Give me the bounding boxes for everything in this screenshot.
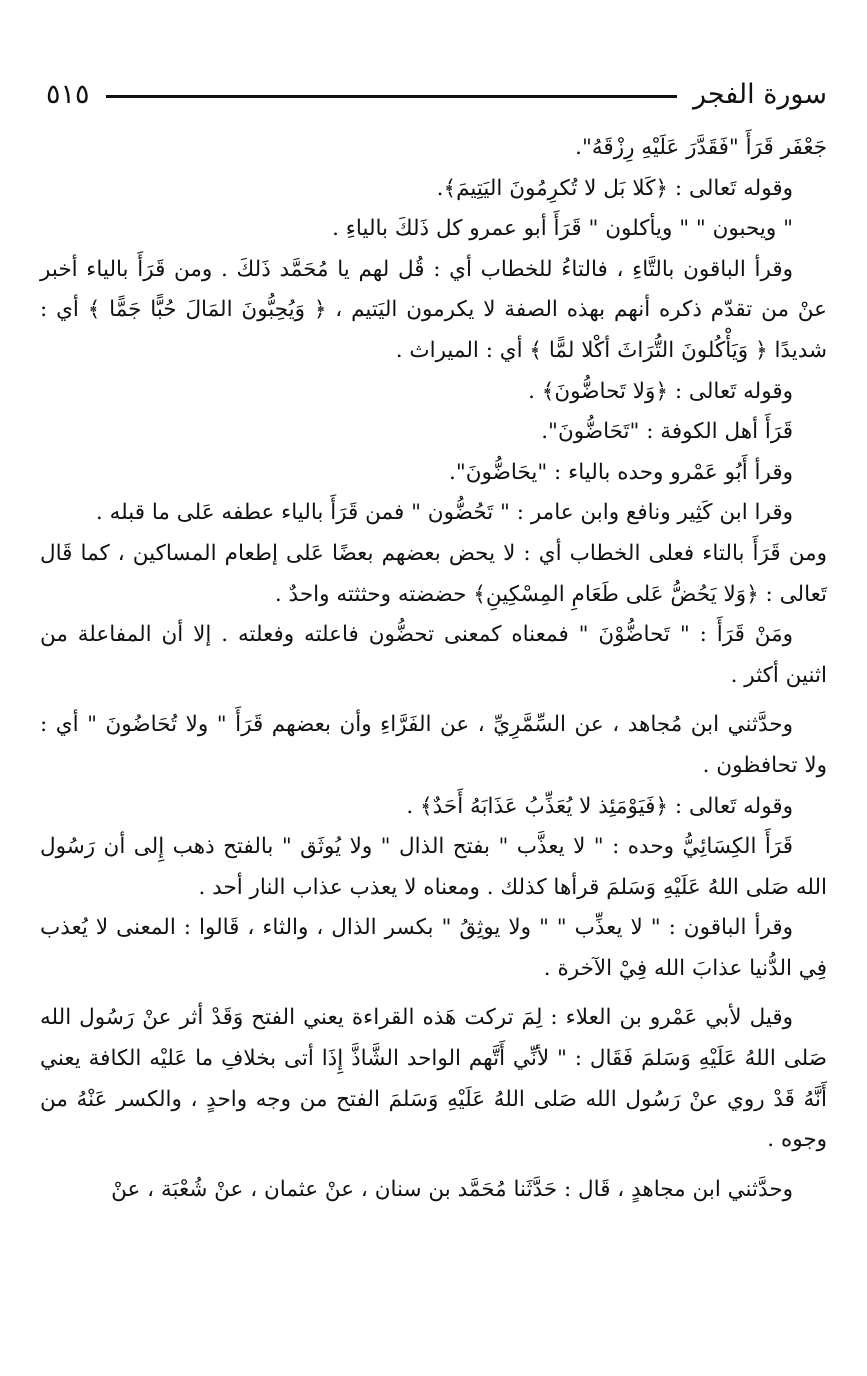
paragraph: وحدَّثني ابن مجاهدٍ ، قَال : حَدَّثَنا مُحَمَّد بن سنان ، عنْ عثمان ، عنْ شُعْبَة ، عنْ bbox=[111, 1176, 793, 1202]
paragraph: وحدَّثني ابن مُجاهد ، عن السِّمَّرِيِّ ، عن الفَرَّاءِ وأن بعضهم قَرَأَ " ولا تُحَاضُونَ " أي : ولا تحافظون . bbox=[40, 712, 827, 778]
paragraph-continuation: جَعْفَر قَرَأَ "فَقَدَّرَ عَلَيْهِ رِزْقَهُ". bbox=[575, 135, 827, 160]
paragraph: وقرأ الباقون : " لا يعذِّب " " ولا يوثِقُ " بكسر الذال ، والثاء ، قَالوا : المعنى لا يُعذب فِي الدُّنيا عذابَ الله فِيْ الآخرة . bbox=[40, 915, 827, 981]
paragraph: قَرَأَ الكِسَائِيُّ وحده : " لا يعذَّب " بفتح الذال " ولا يُوثَق " بالفتح ذهب إِلى أن رَسُول الله صَلى اللهُ عَلَيْهِ وَسَلمَ قرأها كذلك . ومعناه لا يعذب عذاب النار أحد . bbox=[40, 834, 827, 900]
surah-title: سورة الفجر bbox=[692, 78, 827, 110]
header-rule bbox=[106, 95, 677, 98]
paragraph: وقوله تَعالى : ﴿كَلا بَل لا تُكرِمُونَ اليَتِيمَ﴾. bbox=[436, 175, 793, 201]
paragraph: وقرأ أَبُو عَمْرو وحده بالياء : "يحَاضُّونَ". bbox=[449, 459, 793, 485]
paragraph: " ويحبون " " ويأكلون " قَرَأَ أبو عمرو كل ذَلكَ بالياءِ . bbox=[332, 216, 793, 242]
paragraph: وقيل لأبي عَمْرو بن العلاء : لِمَ تركت هَذه القراءة يعني الفتح وَقَدْ أثر عنْ رَسُول الله صَلى اللهُ عَلَيْهِ وَسَلمَ فَقَال : " لأنِّي أَتَّهم الواحد الشَّاذَّ إِذَا أتى بخلافِ ما عَليْه الكافة يعني أَنَّهُ قَدْ روي عنْ رَسُول الله صَلى اللهُ عَلَيْهِ وَسَلمَ الفتح من وجه واحدٍ ، والكسر عَنْهُ من وجوه . bbox=[40, 1005, 827, 1153]
paragraph: وقوله تَعالى : ﴿فَيَوْمَئِذ لا يُعَذِّبُ عَذَابَهُ أَحَدٌ﴾ . bbox=[406, 793, 793, 819]
paragraph: وقوله تَعالى : ﴿وَلا تَحاضُّونَ﴾ . bbox=[528, 378, 793, 404]
paragraph: وقرأ الباقون بالتَّاءِ ، فالتاءُ للخطاب أي : قُل لهم يا مُحَمَّد ذَلكَ . ومن قَرَأَ بالياء أخبر عنْ من تقدّم ذكره أنهم بهذه الصفة لا يكرمون اليَتيم ، ﴿ وَيُحِبُّونَ المَالَ حُبًّا جَمًّا ﴾ أي : شديدًا ﴿ وَيَأْكُلونَ التُّرَاثَ أكْلا لمًّا ﴾ أي : الميراث . bbox=[40, 256, 827, 363]
paragraph: قَرَأَ أهل الكوفة : "تَحَاضُّونَ". bbox=[541, 419, 793, 445]
running-header bbox=[40, 72, 827, 116]
paragraph: وقرا ابن كَثِير ونافع وابن عامر : " تَحُضُّون " فمن قَرَأَ بالياء عطفه عَلى ما قبله . bbox=[95, 500, 793, 526]
paragraph: ومن قَرَأَ بالتاء فعلى الخطاب أي : لا يحض بعضهم بعضًا عَلى إطعام المساكين ، كما قَال تَعالى : ﴿وَلا يَحُضُّ عَلى طَعَامِ المِسْكِينِ﴾ حضضته وحثثته واحدٌ . bbox=[40, 540, 827, 607]
paragraph: ومَنْ قَرَأَ : " تَحاضُّوْنَ " فمعناه كمعنى تحضُّون فاعلته وفعلته . إلا أن المفاعلة من اثنين أكثر . bbox=[40, 622, 827, 688]
page-number: ٥١٥ bbox=[46, 78, 90, 110]
page-body bbox=[40, 128, 827, 1210]
